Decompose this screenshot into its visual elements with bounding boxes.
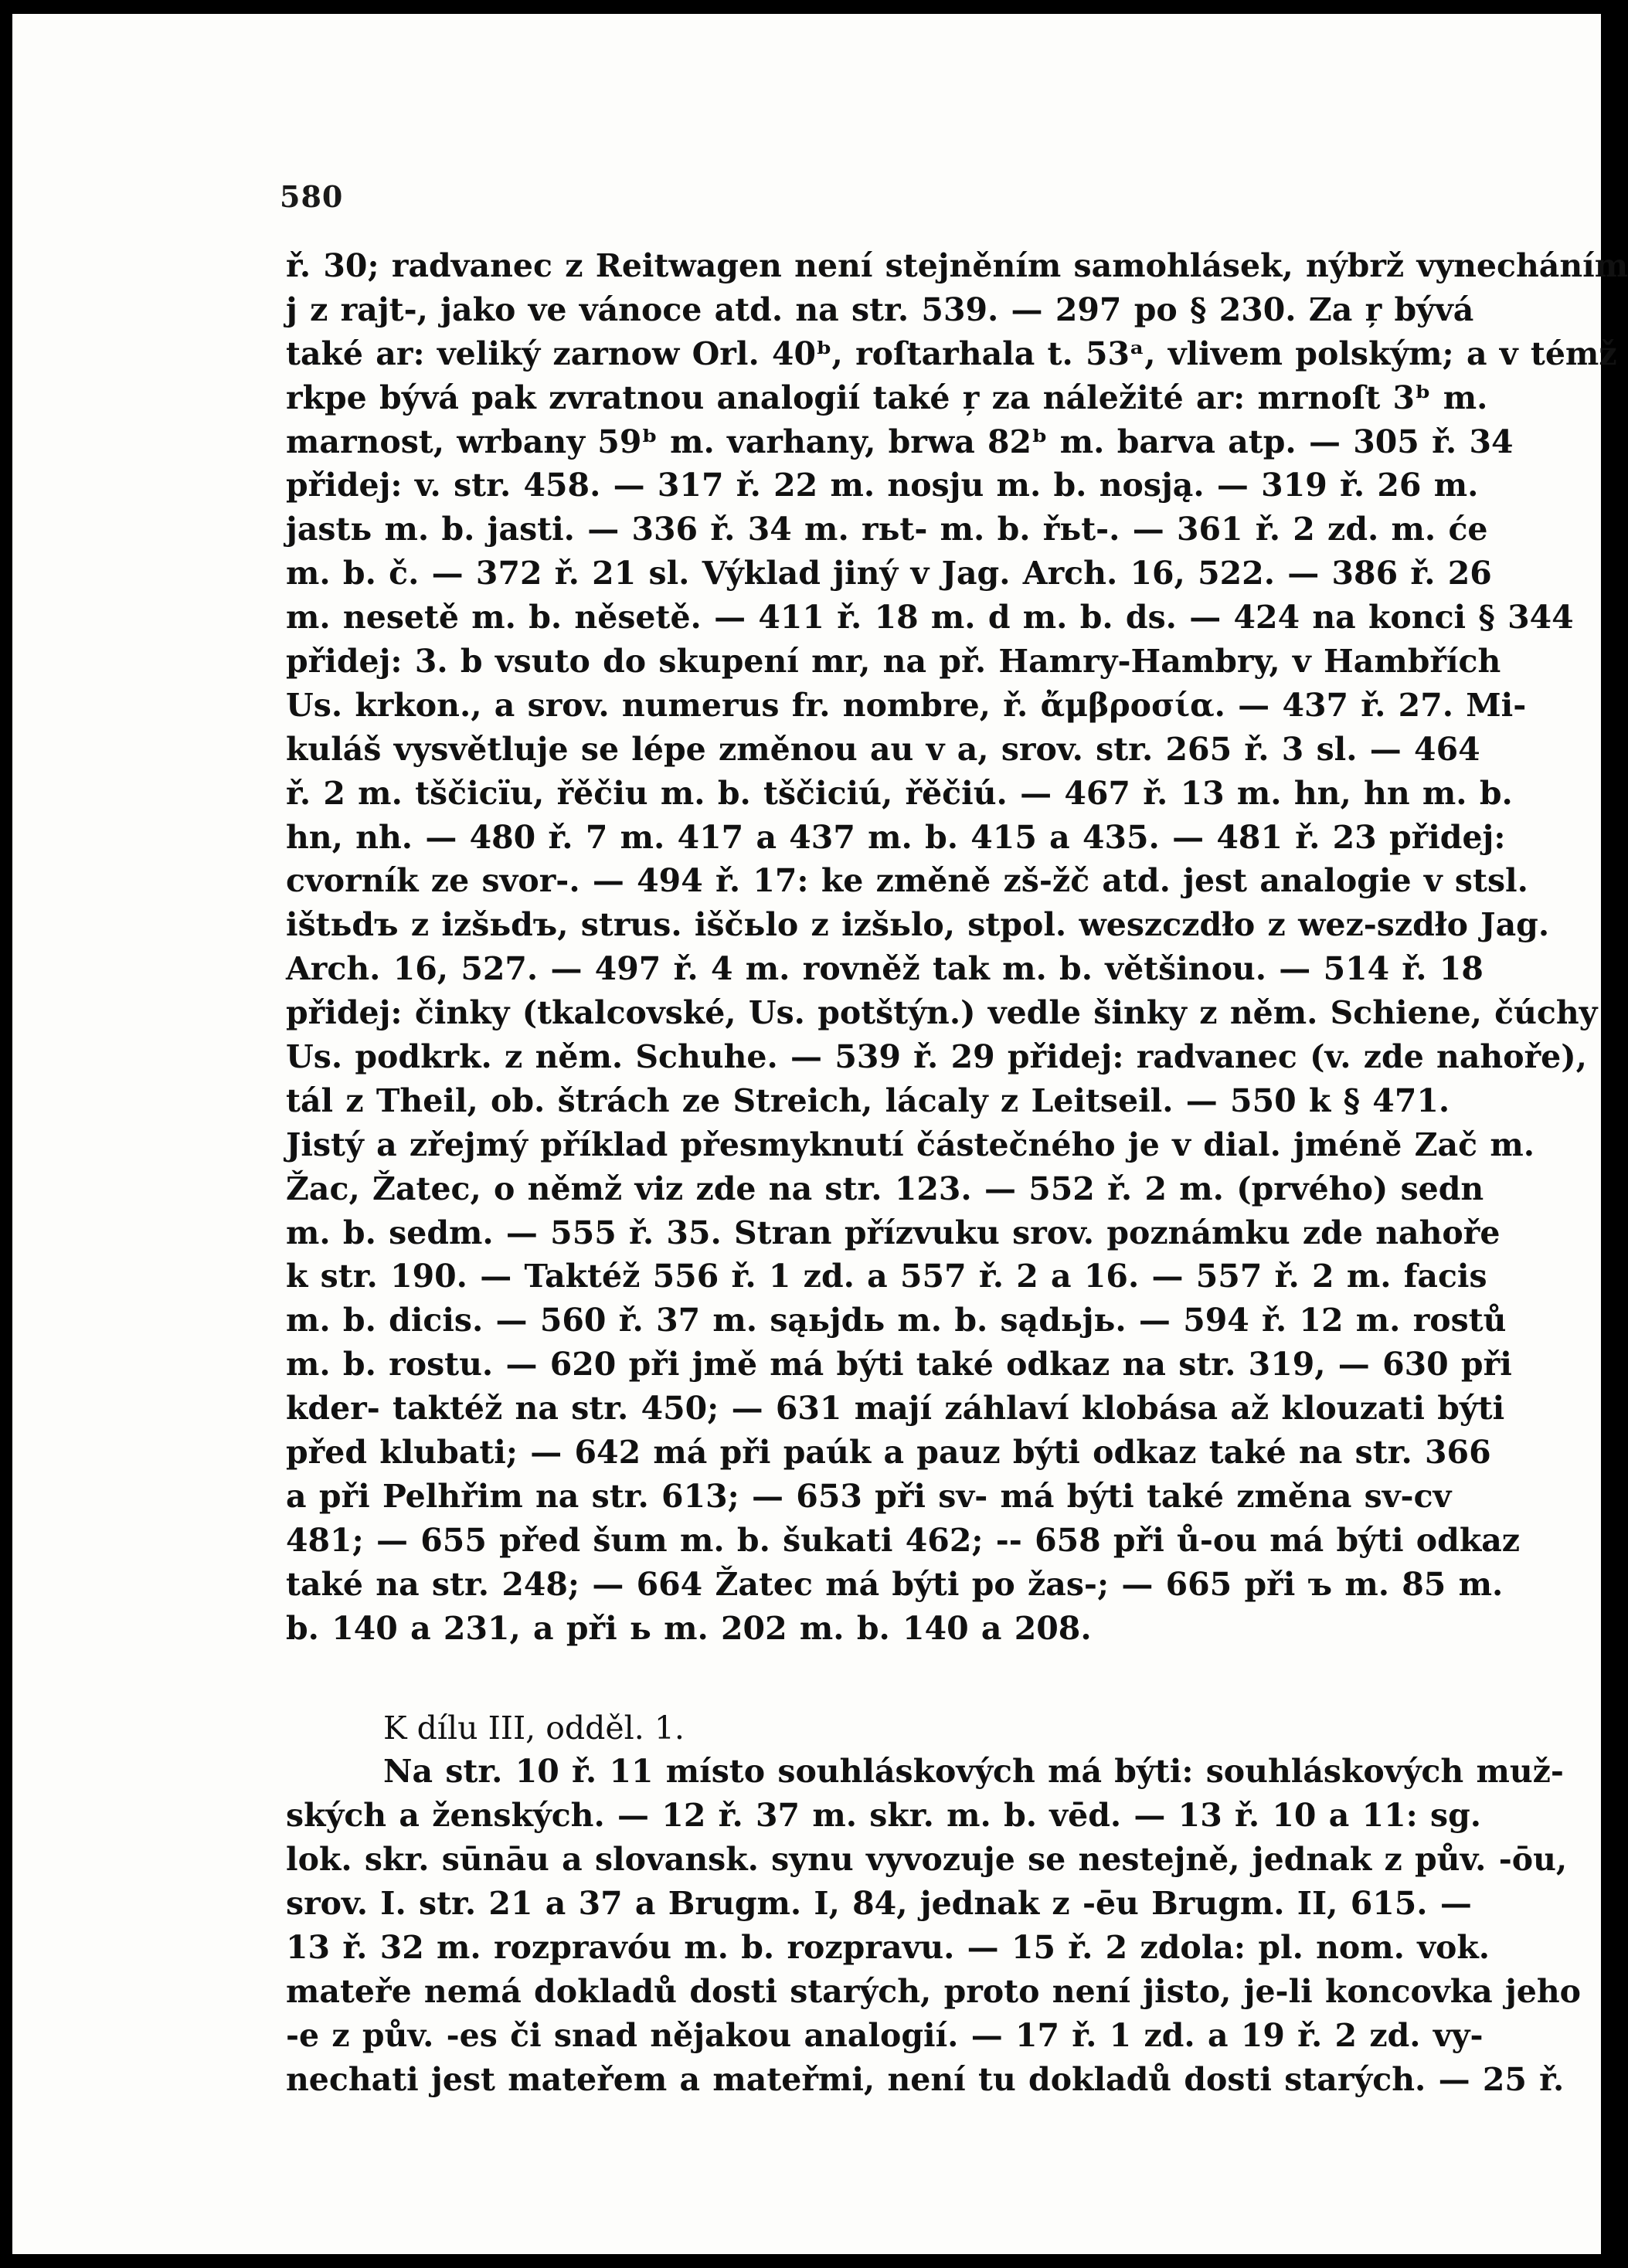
text-line: také ar: veliký zarnow Orl. 40ᵇ, roſtarhala t. 53ᵃ, vlivem polským; a v témž [286,334,1617,372]
text-line: m. b. č. — 372 ř. 21 sl. Výklad jiný v Jag. Arch. 16, 522. — 386 ř. 26 [286,555,1492,592]
text-line: cvorník ze svor-. — 494 ř. 17: ke změně zš-žč atd. jest analogie v stsl. [286,862,1528,900]
text-line: mateře nemá dokladů dosti starých, proto není jisto, je-li koncovka jeho [286,1972,1582,2010]
text-line: marnost, wrbany 59ᵇ m. varhany, brwa 82ᵇ m. barva atp. — 305 ř. 34 [286,423,1514,460]
text-line: Žac, Žatec, o němž viz zde na str. 123. — 552 ř. 2 m. (prvého) sedn [286,1170,1484,1207]
text-line: před klubati; — 642 má při paúk a pauz býti odkaz také na str. 366 [286,1434,1491,1472]
text-line: b. 140 a 231, a při ь m. 202 m. b. 140 a 208. [286,1609,1092,1647]
text-line: Us. krkon., a srov. numerus fr. nombre, ř. ἄμβροσία. — 437 ř. 27. Mi- [286,686,1527,724]
text-line: ských a ženských. — 12 ř. 37 m. skr. m. b. vēd. — 13 ř. 10 a 11: sg. [286,1797,1482,1835]
text-line: 13 ř. 32 m. rozpravóu m. b. rozpravu. — 15 ř. 2 zdola: pl. nom. vok. [286,1928,1490,1966]
section-paragraph [286,1750,1582,2101]
corrigenda-paragraph [286,244,1628,1651]
book-page [12,14,1628,2254]
text-line: hn, nh. — 480 ř. 7 m. 417 a 437 m. b. 415 a 435. — 481 ř. 23 přidej: [286,818,1506,856]
text-line: přidej: 3. b vsuto do skupení mr, na př. Hamry-Hambry, v Hambřích [286,643,1501,681]
text-line: k str. 190. — Taktéž 556 ř. 1 zd. a 557 ř. 2 a 16. — 557 ř. 2 m. facis [286,1258,1487,1295]
text-line: tál z Theil, ob. štrách ze Streich, lácaly z Leitseil. — 550 k § 471. [286,1081,1450,1119]
text-line: j z rajt-, jako ve vánoce atd. na str. 539. — 297 po § 230. Za ŗ bývá [286,290,1474,328]
text-line: a při Pelhřim na str. 613; — 653 při sv- má býti také změna sv-cv [286,1477,1452,1515]
text-line: kder- taktéž na str. 450; — 631 mají záhlaví klobása až klouzati býti [286,1390,1505,1428]
text-line: lok. skr. sūnāu a slovansk. synu vyvozuje se nestejně, jednak z pův. -ōu, [286,1841,1568,1879]
text-line: -e z pův. -es či snad nějakou analogií. — 17 ř. 1 zd. a 19 ř. 2 zd. vy- [286,2016,1484,2054]
text-line: přidej: v. str. 458. — 317 ř. 22 m. nosju m. b. nosją. — 319 ř. 26 m. [286,467,1479,504]
text-line: m. b. sedm. — 555 ř. 35. Stran přízvuku srov. poznámku zde nahoře [286,1214,1501,1251]
text-line: také na str. 248; — 664 Žatec má býti po žas-; — 665 při ъ m. 85 m. [286,1565,1504,1603]
text-line: nechati jest mateřem a mateřmi, není tu dokladů dosti starých. — 25 ř. [286,2060,1565,2098]
text-line: Arch. 16, 527. — 497 ř. 4 m. rovněž tak m. b. většinou. — 514 ř. 18 [286,950,1484,988]
text-line: jastь m. b. jasti. — 336 ř. 34 m. rьt- m. b. řьt-. — 361 ř. 2 zd. m. će [286,511,1488,548]
text-line: m. nesetě m. b. něsetě. — 411 ř. 18 m. d m. b. ds. — 424 na konci § 344 [286,599,1574,637]
text-line: 481; — 655 před šum m. b. šukati 462; -- 658 při ů-ou má býti odkaz [286,1521,1521,1559]
text-line: kuláš vysvětluje se lépe změnou au v a, srov. str. 265 ř. 3 sl. — 464 [286,730,1480,768]
text-line: Jistý a zřejmý příklad přesmyknutí částečného je v dial. jméně Zač m. [286,1126,1535,1163]
page-body [286,244,1628,2102]
text-line: rkpe bývá pak zvratnou analogií také ŗ za náležité ar: mrnoſt 3ᵇ m. [286,379,1488,416]
text-line: Us. podkrk. z něm. Schuhe. — 539 ř. 29 přidej: radvanec (v. zde nahoře), [286,1038,1587,1076]
text-line: m. b. rostu. — 620 při jmě má býti také odkaz na str. 319, — 630 při [286,1346,1512,1384]
text-line: ř. 30; radvanec z Reitwagen není stejněním samohlásek, nýbrž vynecháním [286,247,1628,284]
text-line: ištьdъ z izšьdъ, strus. iščьlo z izšьlo, stpol. weszczdło z wez-szdło Jag. [286,906,1550,944]
text-line: srov. I. str. 21 a 37 a Brugm. I, 84, jednak z -ēu Brugm. II, 615. — [286,1885,1472,1923]
text-line: Na str. 10 ř. 11 místo souhláskových má býti: souhláskových muž- [383,1753,1564,1791]
text-line: přidej: činky (tkalcovské, Us. potštýn.) vedle šinky z něm. Schiene, čúchy [286,994,1598,1032]
text-line: ř. 2 m. tščicïu, řěčiu m. b. tščiciú, řěčiú. — 467 ř. 13 m. hn, hn m. b. [286,774,1513,812]
section-heading: K dílu III, odděl. 1. [383,1709,685,1747]
text-line: m. b. dicis. — 560 ř. 37 m. sąьjdь m. b. sądьjь. — 594 ř. 12 m. rostů [286,1302,1507,1339]
page-number: 580 [280,179,344,214]
